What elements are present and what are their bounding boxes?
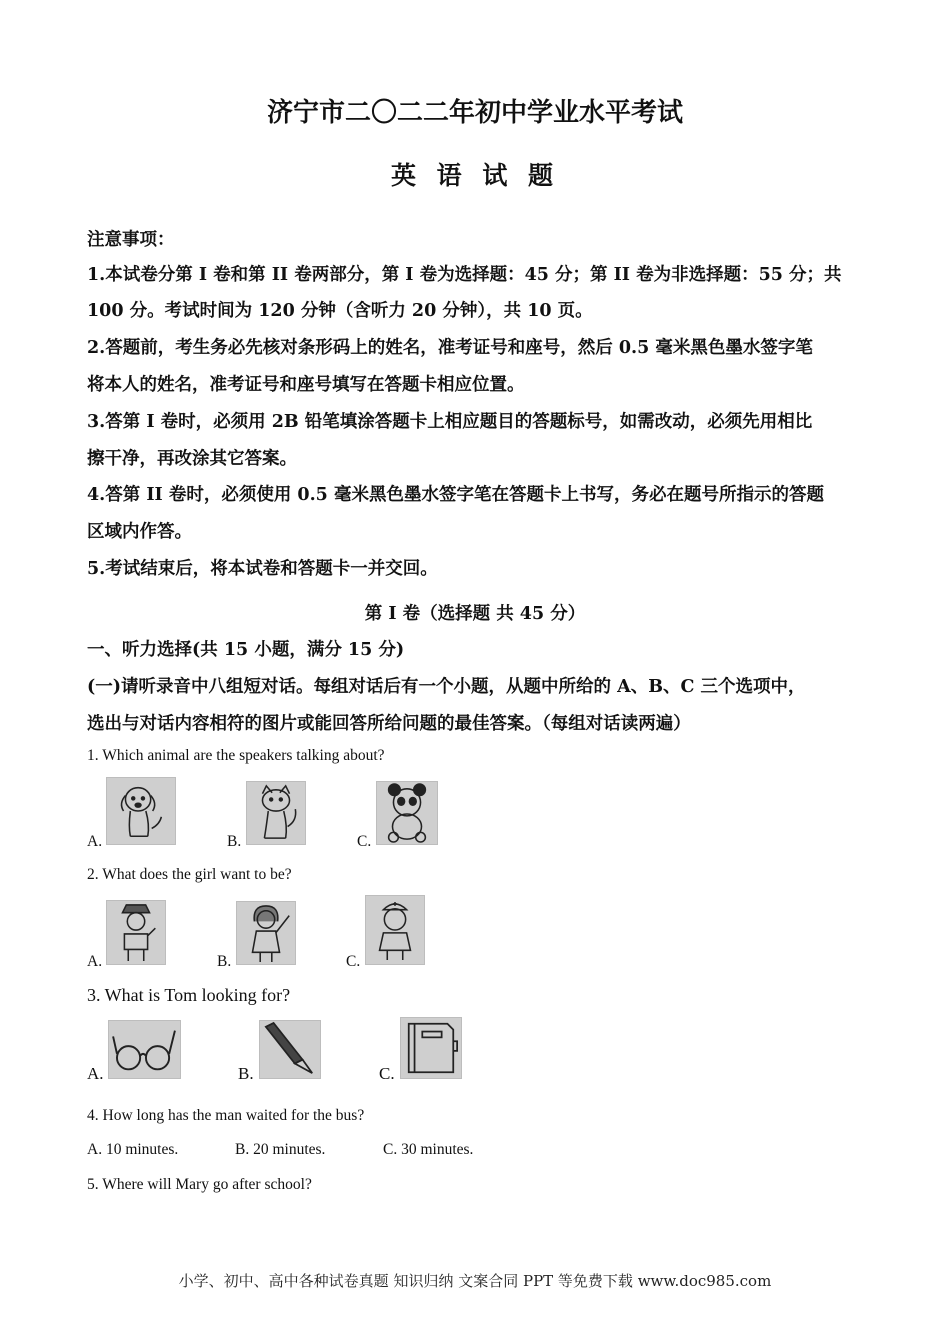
part1-heading: 第 I 卷（选择题 共 45 分） <box>364 604 586 624</box>
option-label: C. <box>357 833 372 850</box>
note-line: 5.考试结束后，将本试卷和答题卡一并交回。 <box>87 559 438 579</box>
note-line: 擦干净，再改涂其它答案。 <box>87 449 297 469</box>
question-3: 3. What is Tom looking for? <box>87 985 291 1005</box>
question-4: 4. How long has the man waited for the bus? <box>87 1107 365 1124</box>
option-label: A. <box>87 953 103 970</box>
page-footer: 小学、初中、高中各种试卷真题 知识归纳 文案合同 PPT 等免费下载 www.doc985.com <box>178 1272 772 1290</box>
question-5: 5. Where will Mary go after school? <box>87 1176 312 1193</box>
teacher-icon <box>236 901 296 965</box>
dog-icon <box>106 777 176 845</box>
option-label: C. <box>379 1064 395 1083</box>
option-label: B. <box>227 833 242 850</box>
notebook-icon <box>400 1017 462 1079</box>
option-label: C. <box>346 953 361 970</box>
glasses-icon <box>108 1020 181 1079</box>
option-label: C. 30 minutes. <box>383 1141 474 1158</box>
police-officer-icon <box>106 900 166 965</box>
instruction-line: (一)请听录音中八组短对话。每组对话后有一个小题，从题中所给的 A、B、C 三个选项中， <box>87 677 806 697</box>
notes-heading: 注意事项： <box>87 230 175 250</box>
note-line: 1.本试卷分第 I 卷和第 II 卷两部分，第 I 卷为选择题：45 分；第 II 卷为非选择题：55 分；共 <box>87 265 842 285</box>
cat-icon <box>246 781 306 845</box>
option-label: A. 10 minutes. <box>87 1141 179 1158</box>
note-line: 2.答题前，考生务必先核对条形码上的姓名，准考证号和座号，然后 0.5 毫米黑色墨水签字笔 <box>87 338 813 358</box>
panda-icon <box>376 781 438 845</box>
option-label: B. <box>238 1064 254 1083</box>
note-line: 4.答第 II 卷时，必须使用 0.5 毫米黑色墨水签字笔在答题卡上书写，务必在题号所指示的答题 <box>87 485 824 505</box>
option-label: A. <box>87 833 103 850</box>
option-label: B. <box>217 953 232 970</box>
note-line: 100 分。考试时间为 120 分钟（含听力 20 分钟），共 10 页。 <box>87 301 593 321</box>
option-label: B. 20 minutes. <box>235 1141 326 1158</box>
note-line: 区域内作答。 <box>87 522 192 542</box>
exam-title: 济宁市二〇二二年初中学业水平考试 <box>266 98 683 128</box>
pen-icon <box>259 1020 321 1079</box>
nurse-icon <box>365 895 425 965</box>
option-label: A. <box>87 1064 104 1083</box>
section1-heading: 一、听力选择(共 15 小题，满分 15 分) <box>87 640 405 660</box>
question-1: 1. Which animal are the speakers talking about? <box>87 747 385 764</box>
instruction-line: 选出与对话内容相符的图片或能回答所给问题的最佳答案。（每组对话读两遍） <box>87 714 691 734</box>
note-line: 将本人的姓名，准考证号和座号填写在答题卡相应位置。 <box>87 375 525 395</box>
exam-subtitle: 英 语 试 题 <box>390 161 560 190</box>
question-2: 2. What does the girl want to be? <box>87 866 292 883</box>
note-line: 3.答第 I 卷时，必须用 2B 铅笔填涂答题卡上相应题目的答题标号，如需改动，必须先用相比 <box>87 412 813 432</box>
